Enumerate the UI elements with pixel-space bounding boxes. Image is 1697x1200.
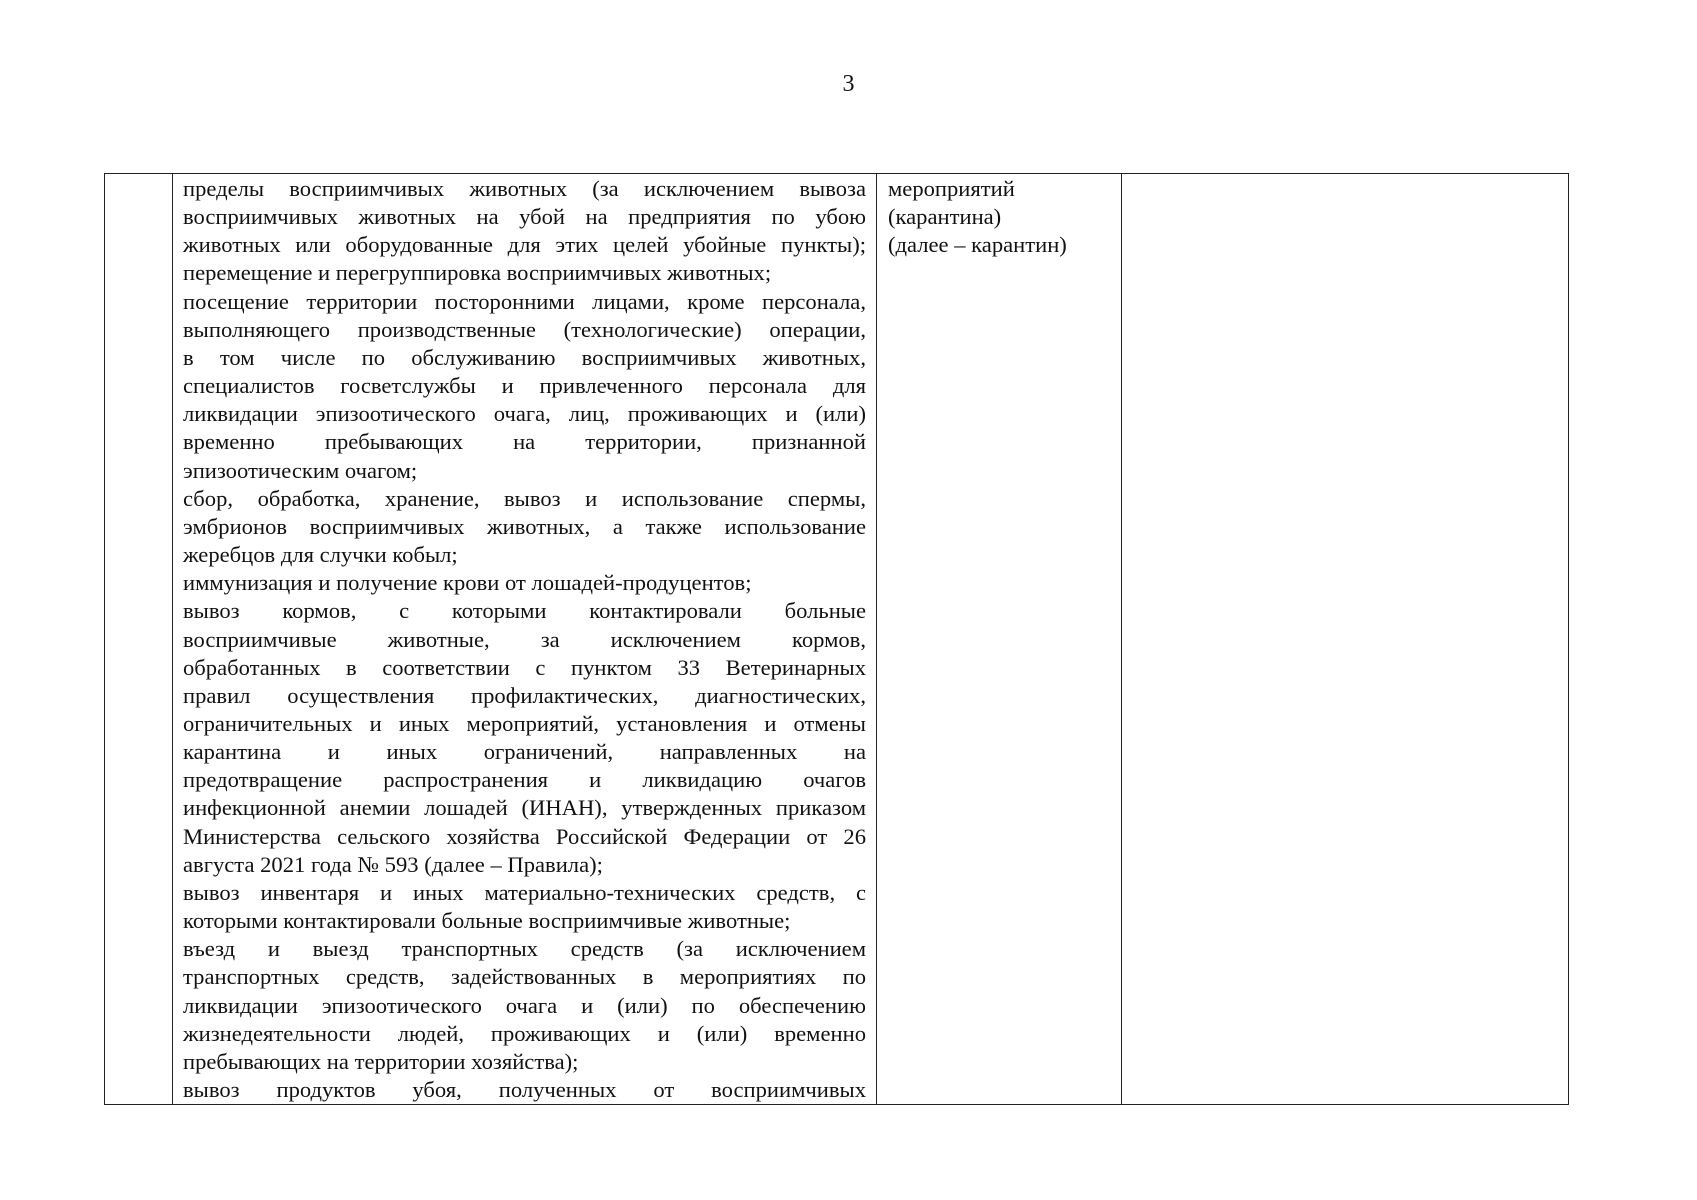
restriction-line: транспортных средств, задействованных в мероприятиях по xyxy=(183,964,866,990)
regime-text xyxy=(888,175,1111,259)
restriction-line: инфекционной анемии лошадей (ИНАН), утвержденных приказом xyxy=(183,795,866,821)
restrictions-text xyxy=(183,175,866,1104)
restriction-line: животных или оборудованные для этих целей убойные пункты); xyxy=(183,232,866,258)
restriction-line: карантина и иных ограничений, направленных на xyxy=(183,739,866,765)
restriction-line: вывоз инвентаря и иных материально-технических средств, с xyxy=(183,879,866,905)
restriction-line: временно пребывающих на территории, признанной xyxy=(183,429,866,455)
restriction-line: ликвидации эпизоотического очага, лиц, проживающих и (или) xyxy=(183,401,866,427)
restriction-line: обработанных в соответствии с пунктом 33 Ветеринарных xyxy=(183,654,866,680)
restriction-line: специалистов госветслужбы и привлеченного персонала для xyxy=(183,373,866,399)
restriction-line: эпизоотическим очагом; xyxy=(183,457,418,483)
restriction-line: Министерства сельского хозяйства Российской Федерации от 26 xyxy=(183,823,866,849)
restriction-line: правил осуществления профилактических, диагностических, xyxy=(183,682,866,708)
restriction-line: иммунизация и получение крови от лошадей-продуцентов; xyxy=(183,570,752,596)
number-cell xyxy=(105,174,173,1105)
restriction-line: августа 2021 года № 593 (далее – Правила); xyxy=(183,851,603,877)
note-cell xyxy=(1122,174,1569,1105)
restriction-line: восприимчивых животных на убой на предприятия по убою xyxy=(183,204,866,230)
restrictions-cell xyxy=(173,174,877,1105)
regime-cell xyxy=(877,174,1122,1105)
restriction-line: перемещение и перегруппировка восприимчивых животных; xyxy=(183,260,772,286)
restriction-line: в том числе по обслуживанию восприимчивых животных, xyxy=(183,344,866,370)
restriction-line: посещение территории посторонними лицами, кроме персонала, xyxy=(183,288,866,314)
restriction-line: эмбрионов восприимчивых животных, а также использование xyxy=(183,513,866,539)
restrictions-table xyxy=(104,173,1569,1105)
restriction-line: жизнедеятельности людей, проживающих и (или) временно xyxy=(183,1020,866,1046)
restriction-line: сбор, обработка, хранение, вывоз и использование спермы, xyxy=(183,485,866,511)
regime-line: (далее – карантин) xyxy=(888,232,1067,258)
restriction-line: въезд и выезд транспортных средств (за исключением xyxy=(183,936,866,962)
regime-line: (карантина) xyxy=(888,204,1002,230)
table-row xyxy=(105,174,1569,1105)
restriction-line: восприимчивые животные, за исключением кормов, xyxy=(183,626,866,652)
restriction-line: вывоз продуктов убоя, полученных от восприимчивых xyxy=(183,1077,866,1102)
restriction-line: пределы восприимчивых животных (за исключением вывоза xyxy=(183,176,866,201)
restriction-line: вывоз кормов, с которыми контактировали больные xyxy=(183,598,866,624)
restriction-line: ликвидации эпизоотического очага и (или) по обеспечению xyxy=(183,992,866,1018)
restriction-line: которыми контактировали больные восприимчивые животные; xyxy=(183,908,791,934)
page-number: 3 xyxy=(842,71,855,97)
restriction-line: предотвращение распространения и ликвидацию очагов xyxy=(183,767,866,793)
restriction-line: выполняющего производственные (технологические) операции, xyxy=(183,316,866,342)
restriction-line: жеребцов для случки кобыл; xyxy=(183,542,458,568)
restriction-line: ограничительных и иных мероприятий, установления и отмены xyxy=(183,710,866,736)
regime-line: мероприятий xyxy=(888,176,1015,201)
restriction-line: пребывающих на территории хозяйства); xyxy=(183,1048,579,1074)
